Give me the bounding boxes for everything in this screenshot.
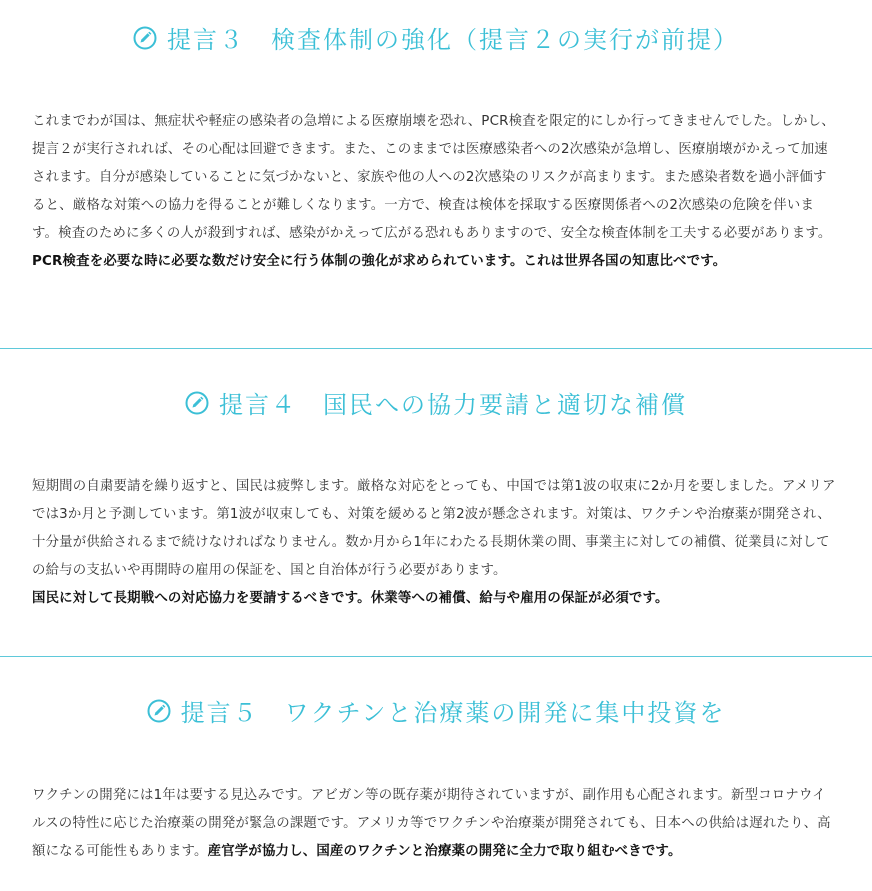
paragraph-bold: 産官学が協力し、国産のワクチンと治療薬の開発に全力で取り組むべきです。 — [207, 844, 682, 859]
section-heading-text: 提言５ ワクチンと治療薬の開発に集中投資を — [180, 699, 726, 727]
section-paragraph — [32, 473, 837, 613]
pencil-circle-icon — [185, 391, 209, 415]
pencil-circle-icon — [147, 699, 171, 723]
paragraph-normal: 短期間の自粛要請を繰り返すと、国民は疲弊します。厳格な対応をとっても、中国では第1波の収束に2か月を要しました。アメリアでは3か月と予測しています。第1波が収束しても、対策を緩めると第2波が懸念されます。対策は、ワクチンや治療薬が開発され、十分量が供給されるまで続けなければなりません。数か月から1年にわたる長期休業の間、事業主に対しての補償、従業員に対しての給与の支払いや再開時の雇用の保証を、国と自治体が行う必要があります。 — [32, 479, 836, 578]
section-divider — [0, 348, 872, 349]
section-heading — [0, 385, 872, 420]
section-divider — [0, 656, 872, 657]
paragraph-bold: PCR検査を必要な時に必要な数だけ安全に行う体制の強化が求められています。これは世界各国の知恵比べです。 — [32, 254, 727, 269]
section-heading-text: 提言４ 国民への協力要請と適切な補償 — [219, 391, 687, 419]
section-paragraph — [32, 108, 837, 276]
section-heading-text: 提言３ 検査体制の強化（提言２の実行が前提） — [167, 26, 739, 54]
pencil-circle-icon — [133, 26, 157, 50]
section-heading — [0, 20, 872, 55]
paragraph-normal: これまでわが国は、無症状や軽症の感染者の急増による医療崩壊を恐れ、PCR検査を限定的にしか行ってきませんでした。しかし、提言２が実行されれば、その心配は回避できます。また、このままでは医療感染者への2次感染が急増し、医療崩壊がかえって加速されます。自分が感染していることに気づかないと、家族や他の人への2次感染のリスクが高まります。また感染者数を過小評価すると、厳格な対策への協力を得ることが難しくなります。一方で、検査は検体を採取する医療関係者への2次感染の危険を伴います。検査のために多くの人が殺到すれば、感染がかえって広がる恐れもありますので、安全な検査体制を工夫する必要があります。 — [32, 114, 835, 241]
paragraph-normal: ワクチンの開発には1年は要する見込みです。アビガン等の既存薬が期待されていますが、副作用も心配されます。新型コロナウイルスの特性に応じた治療薬の開発が緊急の課題です。アメリカ等でワクチンや治療薬が開発されても、日本への供給は遅れたり、高額になる可能性もあります。 — [32, 788, 831, 859]
section-paragraph — [32, 782, 837, 866]
paragraph-bold: 国民に対して長期戦への対応協力を要請するべきです。休業等への補償、給与や雇用の保証が必須です。 — [32, 591, 669, 606]
section-heading — [0, 693, 872, 728]
